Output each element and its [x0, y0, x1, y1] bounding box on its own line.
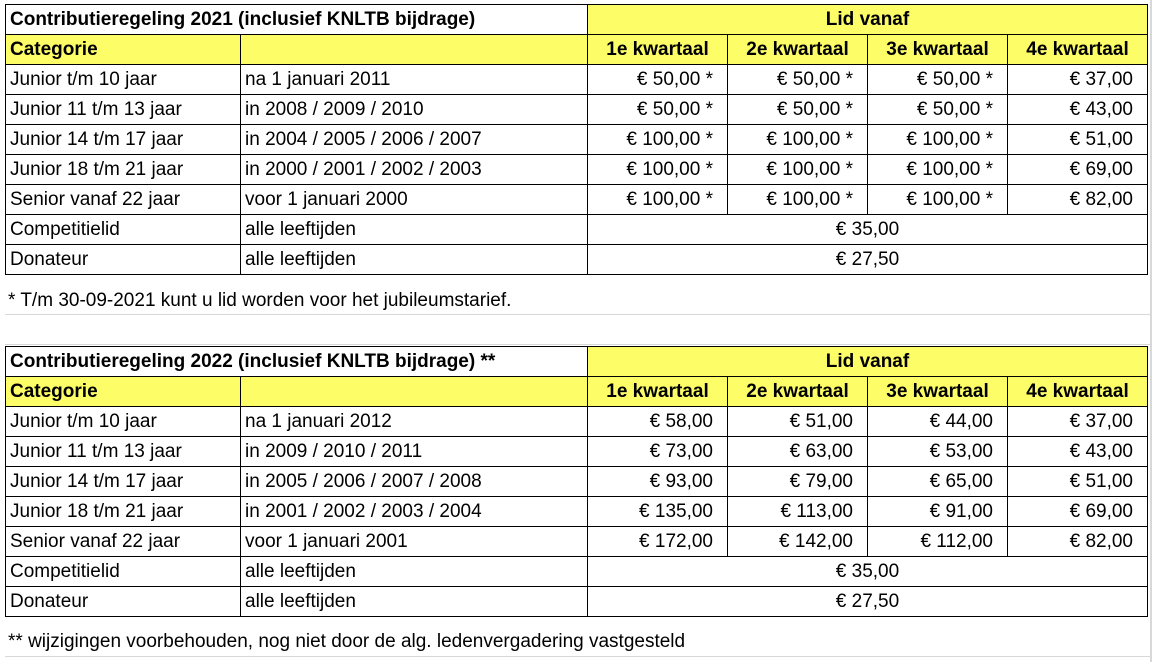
- category-cell[interactable]: Junior 18 t/m 21 jaar: [6, 497, 241, 527]
- contribution-table-2021: [5, 4, 1148, 275]
- header-row: [6, 377, 1148, 407]
- empty-header-cell[interactable]: [241, 377, 588, 407]
- description-cell[interactable]: na 1 januari 2011: [241, 65, 588, 95]
- flat-amount-cell[interactable]: € 27,50: [588, 245, 1148, 275]
- description-cell[interactable]: voor 1 januari 2001: [241, 527, 588, 557]
- amount-cell[interactable]: € 58,00: [588, 407, 728, 437]
- amount-cell[interactable]: € 100,00 *: [588, 185, 728, 215]
- table-row: [6, 65, 1148, 95]
- table-row: [6, 155, 1148, 185]
- quarter-header[interactable]: 1e kwartaal: [588, 35, 728, 65]
- title-row: [6, 347, 1148, 377]
- category-cell[interactable]: Junior 18 t/m 21 jaar: [6, 155, 241, 185]
- amount-cell[interactable]: € 112,00: [868, 527, 1008, 557]
- category-cell[interactable]: Competitielid: [6, 215, 241, 245]
- flat-amount-cell[interactable]: € 35,00: [588, 215, 1148, 245]
- footnote-2022[interactable]: ** wijzigingen voorbehouden, nog niet door de alg. ledenvergadering vastgesteld: [8, 631, 686, 652]
- group-header-lid-vanaf[interactable]: Lid vanaf: [588, 347, 1148, 377]
- amount-cell[interactable]: € 51,00: [728, 407, 868, 437]
- amount-cell[interactable]: € 69,00: [1008, 155, 1148, 185]
- table-row: [6, 125, 1148, 155]
- table-row: [6, 437, 1148, 467]
- category-cell[interactable]: Donateur: [6, 245, 241, 275]
- category-cell[interactable]: Junior 11 t/m 13 jaar: [6, 437, 241, 467]
- quarter-header[interactable]: 4e kwartaal: [1008, 35, 1148, 65]
- description-cell[interactable]: alle leeftijden: [241, 215, 588, 245]
- quarter-header[interactable]: 1e kwartaal: [588, 377, 728, 407]
- amount-cell[interactable]: € 142,00: [728, 527, 868, 557]
- amount-cell[interactable]: € 43,00: [1008, 437, 1148, 467]
- amount-cell[interactable]: € 51,00: [1008, 467, 1148, 497]
- description-cell[interactable]: in 2001 / 2002 / 2003 / 2004: [241, 497, 588, 527]
- description-cell[interactable]: alle leeftijden: [241, 245, 588, 275]
- table-row: [6, 215, 1148, 245]
- amount-cell[interactable]: € 53,00: [868, 437, 1008, 467]
- description-cell[interactable]: in 2008 / 2009 / 2010: [241, 95, 588, 125]
- amount-cell[interactable]: € 50,00 *: [868, 65, 1008, 95]
- quarter-header[interactable]: 4e kwartaal: [1008, 377, 1148, 407]
- quarter-header[interactable]: 3e kwartaal: [868, 377, 1008, 407]
- amount-cell[interactable]: € 135,00: [588, 497, 728, 527]
- category-cell[interactable]: Senior vanaf 22 jaar: [6, 527, 241, 557]
- description-cell[interactable]: na 1 januari 2012: [241, 407, 588, 437]
- quarter-header[interactable]: 2e kwartaal: [728, 35, 868, 65]
- quarter-header[interactable]: 3e kwartaal: [868, 35, 1008, 65]
- table-row: [6, 497, 1148, 527]
- amount-cell[interactable]: € 100,00 *: [728, 185, 868, 215]
- row-gridline: [5, 656, 1150, 657]
- amount-cell[interactable]: € 65,00: [868, 467, 1008, 497]
- amount-cell[interactable]: € 100,00 *: [728, 155, 868, 185]
- amount-cell[interactable]: € 91,00: [868, 497, 1008, 527]
- amount-cell[interactable]: € 100,00 *: [868, 185, 1008, 215]
- group-header-lid-vanaf[interactable]: Lid vanaf: [588, 5, 1148, 35]
- amount-cell[interactable]: € 100,00 *: [868, 155, 1008, 185]
- quarter-header[interactable]: 2e kwartaal: [728, 377, 868, 407]
- table-row: [6, 185, 1148, 215]
- amount-cell[interactable]: € 73,00: [588, 437, 728, 467]
- table-title[interactable]: Contributieregeling 2021 (inclusief KNLTB bijdrage): [6, 5, 588, 35]
- table-row: [6, 467, 1148, 497]
- description-cell[interactable]: alle leeftijden: [241, 557, 588, 587]
- amount-cell[interactable]: € 100,00 *: [588, 125, 728, 155]
- amount-cell[interactable]: € 69,00: [1008, 497, 1148, 527]
- table-row: [6, 527, 1148, 557]
- amount-cell[interactable]: € 100,00 *: [588, 155, 728, 185]
- amount-cell[interactable]: € 50,00 *: [868, 95, 1008, 125]
- table-row: [6, 95, 1148, 125]
- description-cell[interactable]: in 2004 / 2005 / 2006 / 2007: [241, 125, 588, 155]
- table-title[interactable]: Contributieregeling 2022 (inclusief KNLTB bijdrage) **: [6, 347, 588, 377]
- category-header[interactable]: Categorie: [6, 377, 241, 407]
- title-row: [6, 5, 1148, 35]
- contribution-table-2022: [5, 346, 1148, 617]
- table-row: [6, 245, 1148, 275]
- amount-cell[interactable]: € 93,00: [588, 467, 728, 497]
- amount-cell[interactable]: € 50,00 *: [728, 95, 868, 125]
- empty-header-cell[interactable]: [241, 35, 588, 65]
- amount-cell[interactable]: € 82,00: [1008, 527, 1148, 557]
- description-cell[interactable]: in 2005 / 2006 / 2007 / 2008: [241, 467, 588, 497]
- amount-cell[interactable]: € 50,00 *: [588, 65, 728, 95]
- footnote-2021[interactable]: * T/m 30-09-2021 kunt u lid worden voor het jubileumstarief.: [8, 290, 512, 311]
- table-row: [6, 557, 1148, 587]
- category-cell[interactable]: Junior 14 t/m 17 jaar: [6, 125, 241, 155]
- description-cell[interactable]: in 2000 / 2001 / 2002 / 2003: [241, 155, 588, 185]
- table-row: [6, 407, 1148, 437]
- description-cell[interactable]: in 2009 / 2010 / 2011: [241, 437, 588, 467]
- amount-cell[interactable]: € 63,00: [728, 437, 868, 467]
- amount-cell[interactable]: € 50,00 *: [588, 95, 728, 125]
- header-row: [6, 35, 1148, 65]
- description-cell[interactable]: voor 1 januari 2000: [241, 185, 588, 215]
- flat-amount-cell[interactable]: € 27,50: [588, 587, 1148, 617]
- category-cell[interactable]: Junior t/m 10 jaar: [6, 407, 241, 437]
- category-header[interactable]: Categorie: [6, 35, 241, 65]
- amount-cell[interactable]: € 51,00: [1008, 125, 1148, 155]
- category-cell[interactable]: Senior vanaf 22 jaar: [6, 185, 241, 215]
- amount-cell[interactable]: € 43,00: [1008, 95, 1148, 125]
- row-gridline: [5, 344, 1150, 345]
- flat-amount-cell[interactable]: € 35,00: [588, 557, 1148, 587]
- amount-cell[interactable]: € 172,00: [588, 527, 728, 557]
- table-row: [6, 587, 1148, 617]
- amount-cell[interactable]: € 37,00: [1008, 65, 1148, 95]
- description-cell[interactable]: alle leeftijden: [241, 587, 588, 617]
- amount-cell[interactable]: € 37,00: [1008, 407, 1148, 437]
- amount-cell[interactable]: € 82,00: [1008, 185, 1148, 215]
- amount-cell[interactable]: € 113,00: [728, 497, 868, 527]
- amount-cell[interactable]: € 100,00 *: [728, 125, 868, 155]
- category-cell[interactable]: Competitielid: [6, 557, 241, 587]
- category-cell[interactable]: Junior 11 t/m 13 jaar: [6, 95, 241, 125]
- amount-cell[interactable]: € 100,00 *: [868, 125, 1008, 155]
- category-cell[interactable]: Donateur: [6, 587, 241, 617]
- amount-cell[interactable]: € 50,00 *: [728, 65, 868, 95]
- category-cell[interactable]: Junior t/m 10 jaar: [6, 65, 241, 95]
- amount-cell[interactable]: € 79,00: [728, 467, 868, 497]
- amount-cell[interactable]: € 44,00: [868, 407, 1008, 437]
- category-cell[interactable]: Junior 14 t/m 17 jaar: [6, 467, 241, 497]
